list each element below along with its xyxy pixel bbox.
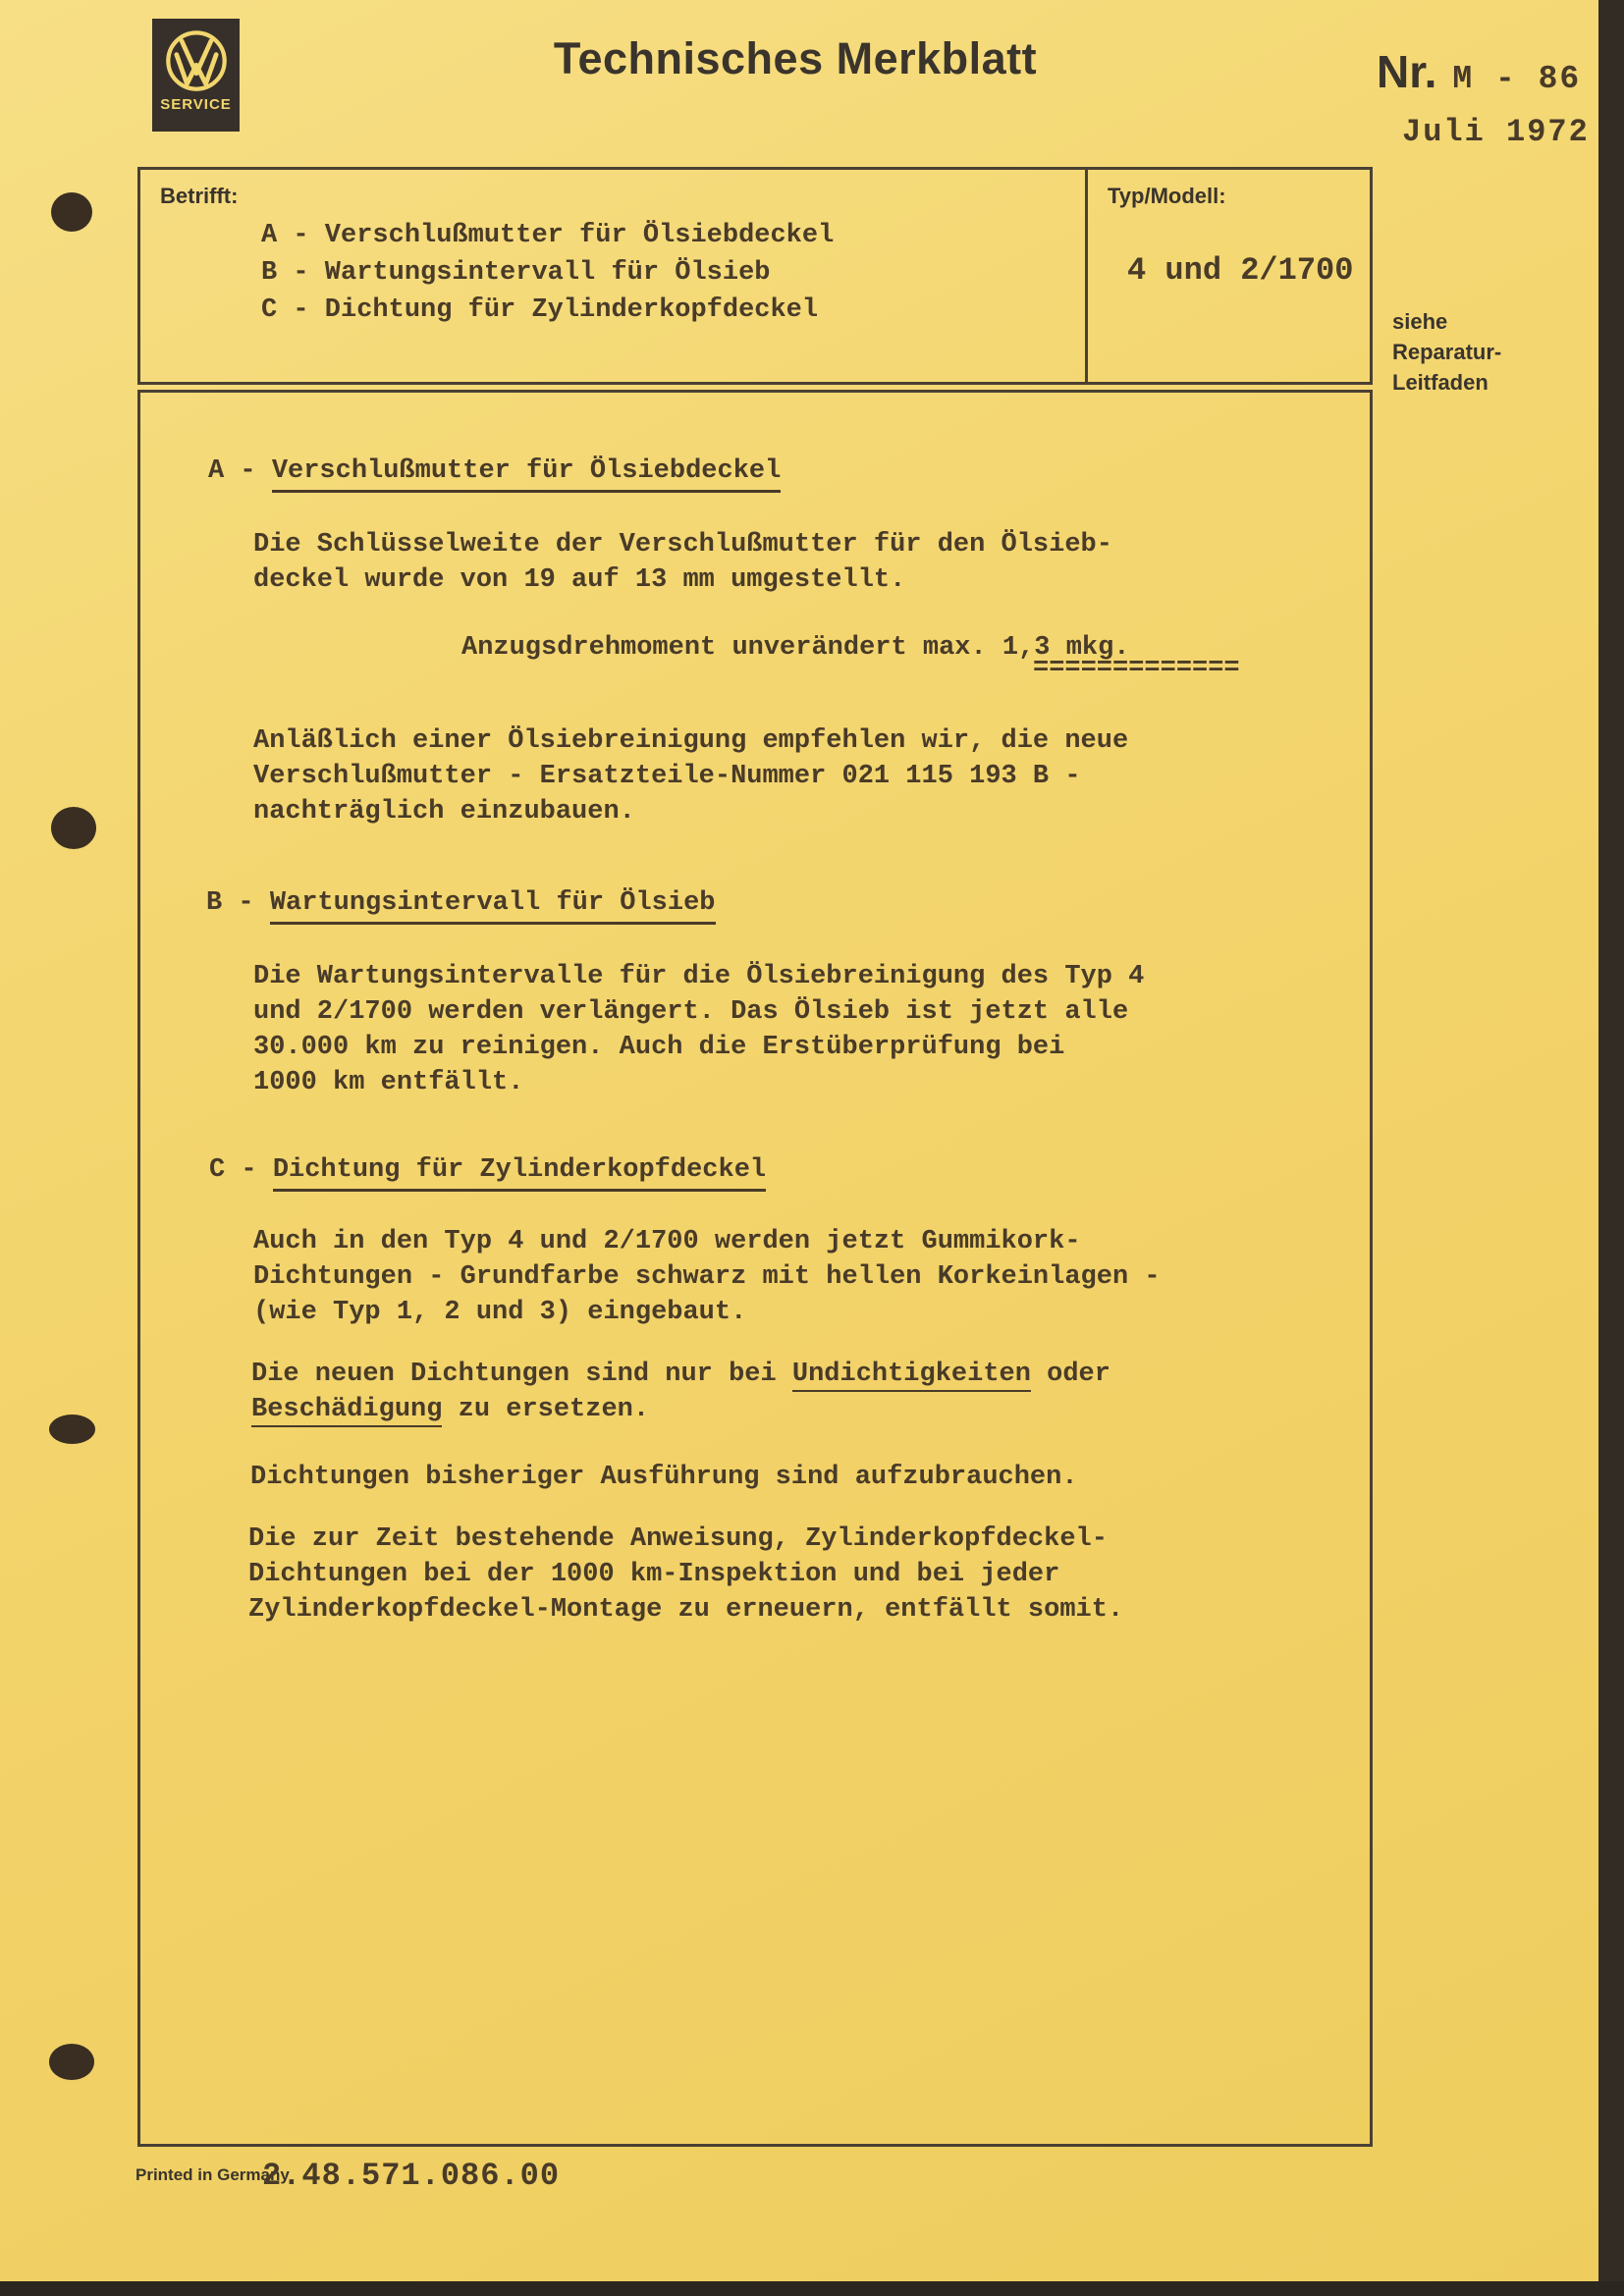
section-c-paragraph-line [251, 1395, 649, 1424]
section-c-paragraph-line: Zylinderkopfdeckel-Montage zu erneuern, entfällt somit. [248, 1595, 1124, 1625]
vw-logo-icon [163, 27, 230, 94]
subject-info-box [137, 167, 1373, 385]
bulletin-number [1377, 45, 1581, 98]
section-a-paragraph-line: Anläßlich einer Ölsiebreinigung empfehlen wir, die neue [253, 726, 1129, 756]
section-c-title: Dichtung für Zylinderkopfdeckel [273, 1155, 766, 1192]
section-c-letter: C - [209, 1155, 273, 1185]
section-b-paragraph-line: 1000 km entfällt. [253, 1068, 524, 1097]
underlined-word: Undichtigkeiten [792, 1360, 1031, 1392]
repair-manual-note-line: siehe [1392, 309, 1448, 334]
typ-modell-value: 4 und 2/1700 [1127, 252, 1354, 289]
section-c-paragraph-line [251, 1360, 1110, 1389]
punch-hole [51, 807, 96, 849]
subject-item-c: C - Dichtung für Zylinderkopfdeckel [261, 295, 819, 325]
torque-note: Anzugsdrehmoment unverändert max. 1,3 mkg. [461, 633, 1130, 663]
section-c-paragraph-line: (wie Typ 1, 2 und 3) eingebaut. [253, 1298, 747, 1327]
section-c-paragraph-line: Dichtungen bisheriger Ausführung sind aufzubrauchen. [250, 1463, 1078, 1492]
section-c-heading [209, 1155, 766, 1185]
section-a-heading [208, 456, 781, 486]
vw-service-badge [152, 19, 240, 132]
section-b-title: Wartungsintervall für Ölsieb [270, 888, 716, 925]
section-c-paragraph-line: Auch in den Typ 4 und 2/1700 werden jetzt Gummikork- [253, 1227, 1081, 1256]
section-a-paragraph-line: nachträglich einzubauen. [253, 797, 635, 827]
repair-manual-note-line: Reparatur- [1392, 340, 1502, 364]
nr-label: Nr. [1377, 46, 1437, 97]
print-order-number: 2.48.571.086.00 [262, 2158, 561, 2194]
section-a-paragraph-line: Die Schlüsselweite der Verschlußmutter für den Ölsieb- [253, 530, 1112, 560]
text-run: Die neuen Dichtungen sind nur bei [251, 1360, 792, 1389]
punch-hole [49, 2044, 94, 2080]
punch-hole [51, 192, 92, 232]
scan-edge-right [1598, 0, 1624, 2296]
section-b-paragraph-line: Die Wartungsintervalle für die Ölsiebreinigung des Typ 4 [253, 962, 1145, 991]
subject-item-a: A - Verschlußmutter für Ölsiebdeckel [261, 221, 835, 250]
section-c-paragraph-line: Dichtungen - Grundfarbe schwarz mit hellen Korkeinlagen - [253, 1262, 1161, 1292]
section-a-paragraph-line: deckel wurde von 19 auf 13 mm umgestellt. [253, 565, 906, 595]
betrifft-label: Betrifft: [160, 184, 239, 208]
section-a-paragraph-line: Verschlußmutter - Ersatzteile-Nummer 021 115 193 B - [253, 762, 1081, 791]
scan-edge-bottom [0, 2281, 1624, 2296]
text-run: oder [1030, 1360, 1110, 1389]
printed-in-germany-label: Printed in Germany [135, 2165, 290, 2184]
section-c-paragraph-line: Die zur Zeit bestehende Anweisung, Zylinderkopfdeckel- [248, 1524, 1108, 1554]
page-title: Technisches Merkblatt [553, 33, 1038, 83]
typ-modell-label: Typ/Modell: [1108, 184, 1226, 208]
punch-hole [49, 1415, 95, 1444]
repair-manual-note [1392, 306, 1501, 398]
service-label: SERVICE [160, 96, 232, 113]
nr-value: M - 86 [1452, 61, 1582, 97]
underlined-word: Beschädigung [251, 1395, 442, 1427]
subject-item-b: B - Wartungsintervall für Ölsieb [261, 258, 771, 288]
section-c-paragraph-line: Dichtungen bei der 1000 km-Inspektion und bei jeder [248, 1560, 1060, 1589]
section-a-title: Verschlußmutter für Ölsiebdeckel [272, 456, 781, 493]
repair-manual-note-line: Leitfaden [1392, 370, 1489, 395]
torque-underline: ============= [1033, 654, 1240, 683]
issue-date: Juli 1972 [1402, 114, 1590, 150]
section-b-letter: B - [206, 888, 270, 918]
section-b-paragraph-line: 30.000 km zu reinigen. Auch die Erstüberprüfung bei [253, 1033, 1065, 1062]
section-b-heading [206, 888, 716, 918]
info-box-divider [1085, 170, 1088, 382]
subject-list [261, 217, 834, 329]
section-a-letter: A - [208, 456, 272, 486]
text-run: zu ersetzen. [442, 1395, 650, 1424]
section-b-paragraph-line: und 2/1700 werden verlängert. Das Ölsieb ist jetzt alle [253, 997, 1129, 1027]
